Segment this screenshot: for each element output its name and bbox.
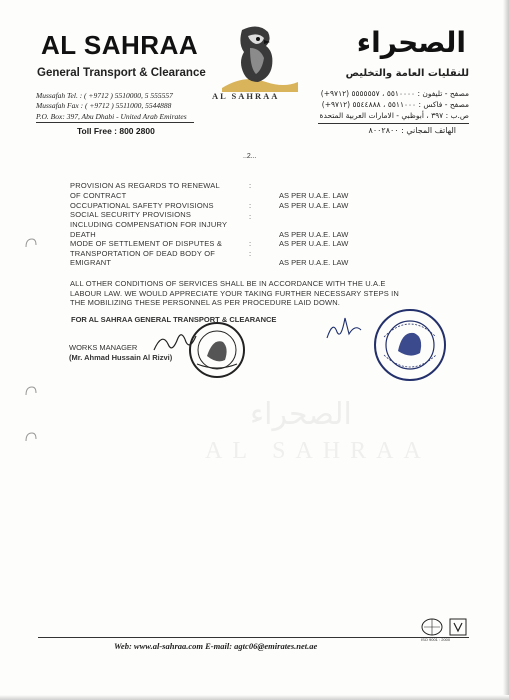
term-label: MODE OF SETTLEMENT OF DISPUTES &	[70, 239, 223, 248]
paragraph-line: ALL OTHER CONDITIONS OF SERVICES SHALL BE IN ACCORDANCE WITH THE U.A.E	[70, 279, 386, 288]
ukas-cert-icon	[448, 617, 468, 637]
letterhead-divider-right	[318, 123, 469, 124]
term-label: PROVISION AS REGARDS TO RENEWAL	[70, 181, 220, 190]
term-label: TRANSPORTATION OF DEAD BODY OF	[70, 249, 216, 258]
term-colon: :	[249, 181, 252, 190]
company-seal-icon	[187, 320, 247, 380]
brand-tagline-arabic: للنقليات العامة والتخليص	[345, 68, 469, 79]
tel-arabic: مصفح - تليفون : ٥٥١٠٠٠٠ ، ٥٥٥٥٥٥٧ (٩٧١٢+)	[320, 89, 469, 98]
term-label: OCCUPATIONAL SAFETY PROVISIONS	[70, 201, 214, 210]
paragraph-line: THE MOBILIZING THESE PERSONNEL AS PER PROCEDURE LAID DOWN.	[70, 298, 340, 307]
page-number: ..2...	[243, 153, 257, 160]
page-edge-shadow-bottom	[0, 695, 509, 700]
letterhead-divider-left	[36, 122, 194, 123]
term-label: OF CONTRACT	[70, 191, 127, 200]
term-value: AS PER U.A.E. LAW	[279, 258, 349, 267]
toll-free-arabic: الهاتف المجاني : ٨٠٠٢٨٠٠	[368, 126, 456, 135]
brand-tagline-english: General Transport & Clearance	[37, 67, 206, 79]
mussafah-tel: Mussafah Tel. : ( +9712 ) 5510000, 5 555557	[36, 91, 173, 100]
watermark-arabic: الصحراء	[250, 397, 352, 432]
paragraph-line: LABOUR LAW. WE WOULD APPRECIATE YOUR TAKING FURTHER NECESSARY STEPS IN	[70, 289, 399, 298]
footer-divider	[38, 637, 469, 638]
watermark-english: AL SAHRAA	[205, 438, 431, 464]
footer-contact: Web: www.al-sahraa.com E-mail: agtc06@emirates.net.ae	[114, 641, 318, 651]
handwritten-signature	[323, 312, 363, 342]
term-label: EMIGRANT	[70, 258, 112, 267]
term-label: DEATH	[70, 230, 96, 239]
logo-caption: AL SAHRAA	[212, 91, 280, 101]
brand-name-arabic: الصحراء	[356, 26, 466, 59]
iso-certification-label: ISO 9001 : 2000	[421, 637, 451, 642]
term-colon: :	[249, 201, 252, 210]
term-colon: :	[249, 212, 252, 221]
term-value: AS PER U.A.E. LAW	[279, 230, 349, 239]
page-edge-shadow	[503, 0, 509, 700]
term-label: SOCIAL SECURITY PROVISIONS	[70, 210, 192, 219]
sign-off: FOR AL SAHRAA GENERAL TRANSPORT & CLEARANCE	[71, 315, 277, 324]
punch-hole-icon	[24, 385, 38, 397]
punch-hole-icon	[24, 237, 38, 249]
term-value: AS PER U.A.E. LAW	[279, 201, 349, 210]
po-box-arabic: ص.ب : ٣٩٧ ، أبوظبي - الامارات العربية المتحدة	[319, 111, 469, 120]
term-label: INCLUDING COMPENSATION FOR INJURY	[70, 220, 228, 229]
term-value: AS PER U.A.E. LAW	[279, 239, 349, 248]
brand-name-english: AL SAHRAA	[41, 30, 199, 60]
punch-hole-icon	[24, 431, 38, 443]
mussafah-fax: Mussafah Fax : ( +9712 ) 5511000, 5544888	[36, 101, 172, 110]
fax-arabic: مصفح - فاكس : ٥٥١١٠٠٠ ، ٥٥٤٤٨٨٨ (٩٧١٢+)	[321, 100, 469, 109]
term-colon: :	[249, 239, 252, 248]
term-value: AS PER U.A.E. LAW	[279, 191, 349, 200]
agency-seal-icon	[372, 307, 448, 383]
toll-free-number: Toll Free : 800 2800	[77, 126, 155, 136]
signatory-name: (Mr. Ahmad Hussain Al Rizvi)	[69, 353, 173, 362]
term-colon: :	[249, 249, 252, 258]
signatory-title: WORKS MANAGER	[69, 343, 138, 352]
global-cert-icon	[421, 617, 443, 637]
po-box-address: P.O. Box: 397, Abu Dhabi - United Arab Emirates	[36, 112, 187, 121]
